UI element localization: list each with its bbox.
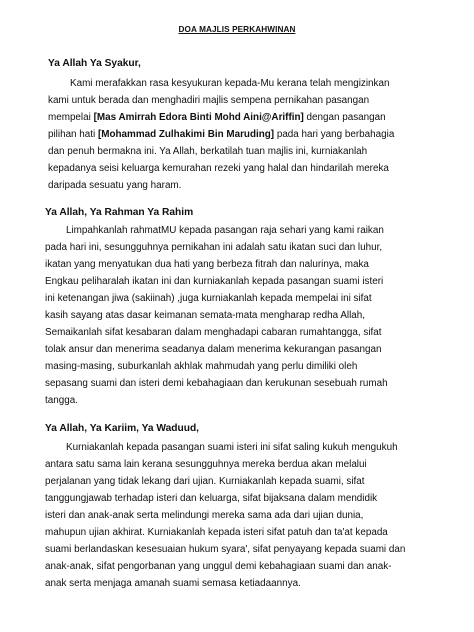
- document-title: DOA MAJLIS PERKAHWINAN: [178, 25, 296, 34]
- paragraph-line: Kurniakanlah kepada pasangan suami isteri ini sifat saling kukuh mengukuh: [66, 442, 398, 453]
- paragraph-line: tangga.: [45, 395, 78, 406]
- paragraph-line: isteri dan anak-anak serta melindungi mereka sama ada dari ujian dunia,: [45, 510, 364, 521]
- section-heading: Ya Allah Ya Syakur,: [48, 58, 141, 69]
- paragraph-line: daripada sesuatu yang haram.: [48, 180, 182, 191]
- paragraph-line: mempelai [Mas Amirrah Edora Binti Mohd Aini@Ariffin] dengan pasangan: [48, 112, 386, 123]
- paragraph-line: Limpahkanlah rahmatMU kepada pasangan raja sehari yang kami raikan: [66, 225, 384, 236]
- paragraph-line: dan penuh bermakna ini. Ya Allah, berkatilah tuan majlis ini, kurniakanlah: [48, 146, 368, 157]
- paragraph-line: anak serta menjaga amanah suami semasa ketiadaannya.: [45, 578, 301, 589]
- paragraph-line: Kami merafakkan rasa kesyukuran kepada-Mu kerana telah mengizinkan: [70, 78, 390, 89]
- paragraph-line: sepasang suami dan isteri demi kebahagiaan dan kerukunan sesebuah rumah: [45, 378, 388, 389]
- section-heading: Ya Allah, Ya Kariim, Ya Waduud,: [45, 423, 199, 434]
- paragraph-line: mahupun ujian akhirat. Kurniakanlah kepada isteri sifat patuh dan ta'at kepada: [45, 527, 388, 538]
- paragraph-line: tolak ansur dan menerima seadanya dalam menerima kekurangan pasangan: [45, 344, 382, 355]
- paragraph-line: kepadanya seisi keluarga kemurahan rezeki yang halal dan hindarilah mereka: [48, 163, 389, 174]
- paragraph-line: kami untuk berada dan menghadiri majlis sempena pernikahan pasangan: [48, 95, 370, 106]
- paragraph-line: ikatan yang menyatukan dua hati yang berbeza fitrah dan nalurinya, maka: [45, 259, 369, 270]
- paragraph-line: anak-anak, sifat pengorbanan yang unggul demi kebahagiaan suami dan anak-: [45, 561, 392, 572]
- paragraph-line: Engkau peliharalah ikatan ini dan kurniakanlah kepada pasangan suami isteri: [45, 276, 384, 287]
- paragraph-line: kasih sayang atas dasar keimanan semata-mata mengharap redha Allah,: [45, 310, 366, 321]
- paragraph-line: Semaikanlah sifat kesabaran dalam menghadapi cabaran rumahtangga, sifat: [45, 327, 382, 338]
- section-heading: Ya Allah, Ya Rahman Ya Rahim: [45, 207, 194, 218]
- paragraph-line: ini ketenangan jiwa (sakiinah) ,juga kurniakanlah kepada mempelai ini sifat: [45, 293, 372, 304]
- couple-name: [Mas Amirrah Edora Binti Mohd Aini@Ariffin]: [93, 112, 304, 123]
- paragraph-line: tanggungjawab terhadap isteri dan keluarga, sifat bijaksana dalam mendidik: [45, 493, 378, 504]
- paragraph-line: pada hari ini, sesungguhnya pernikahan ini adalah satu ikatan suci dan luhur,: [45, 242, 383, 253]
- couple-name: [Mohammad Zulhakimi Bin Maruding]: [97, 129, 275, 140]
- paragraph-line: perjalanan yang tidak lekang dari ujian. Kurniakanlah kepada suami, sifat: [45, 476, 365, 487]
- paragraph-line: masing-masing, suburkanlah akhlak mahmudah yang perlu dimiliki oleh: [45, 361, 358, 372]
- paragraph-line: suami berlandaskan kesesuaian hukum syara', sifat penyayang kepada suami dan: [45, 544, 406, 555]
- paragraph-line: pilihan hati [Mohammad Zulhakimi Bin Maruding] pada hari yang berbahagia: [48, 129, 395, 140]
- paragraph-line: antara satu sama lain kerana sesungguhnya mereka berdua akan melalui: [45, 459, 367, 470]
